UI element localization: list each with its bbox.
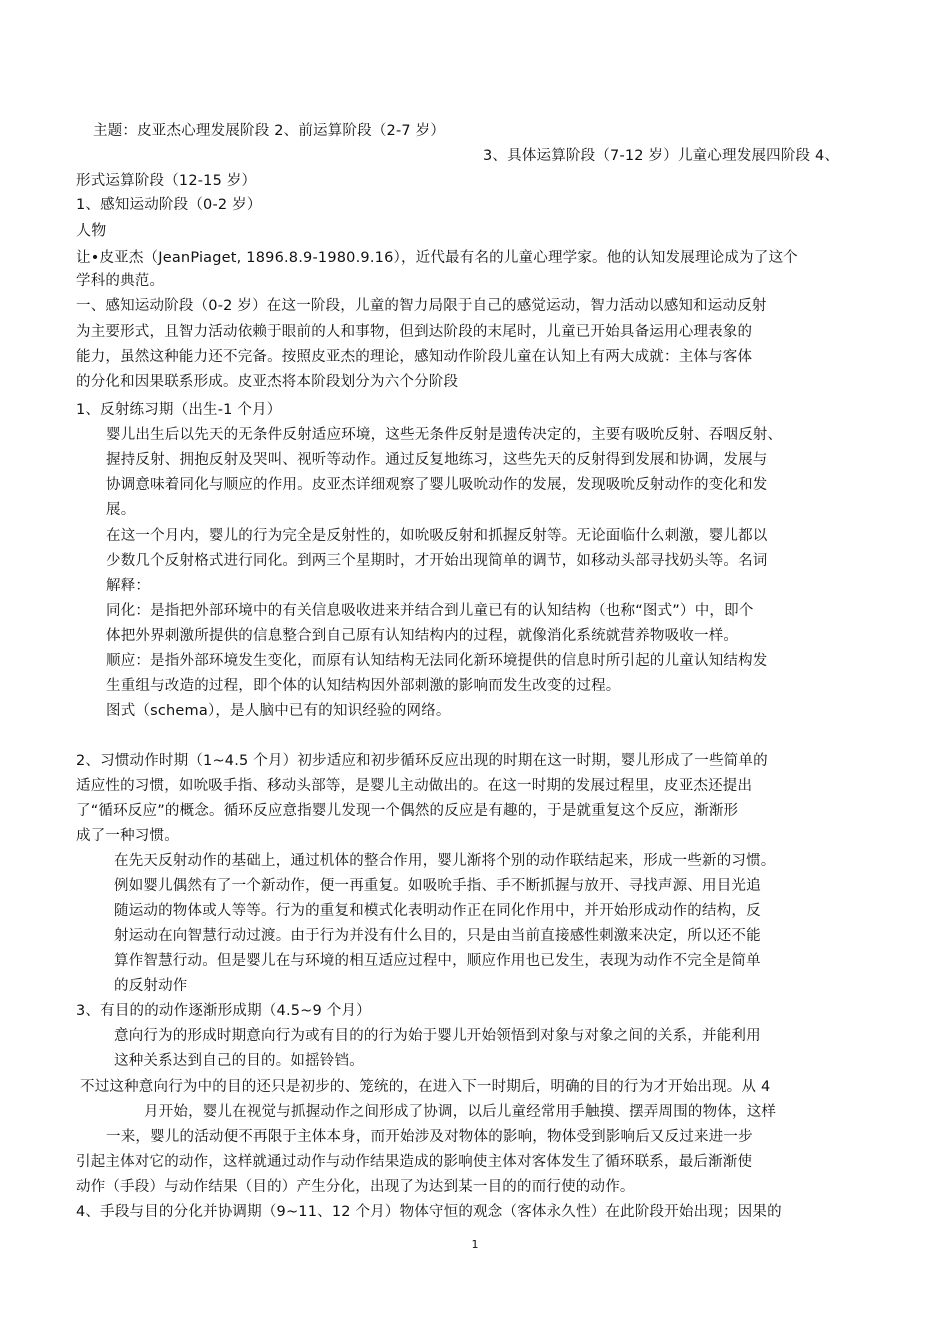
text-line: 能力，虽然这种能力还不完备。按照皮亚杰的理论，感知动作阶段儿童在认知上有两大成就：主体与客体 — [76, 349, 753, 365]
section-heading: 1、反射练习期（出生-1 个月） — [76, 402, 282, 418]
text-line: 一来，婴儿的活动便不再限于主体本身，而开始涉及对物体的影响，物体受到影响后又反过来进一步 — [106, 1129, 753, 1145]
text-line: 成了一种习惯。 — [76, 828, 179, 844]
text-line: 射运动在向智慧行动过渡。由于行为并没有什么目的，只是由当前直接感性刺激来决定，所以还不能 — [114, 928, 761, 944]
text-line: 在先天反射动作的基础上，通过机体的整合作用，婴儿渐将个别的动作联结起来，形成一些新的习惯。 — [114, 853, 776, 869]
topic-line: 主题：皮亚杰心理发展阶段 2、前运算阶段（2-7 岁） — [93, 123, 446, 139]
text-line: 3、具体运算阶段（7-12 岁）儿童心理发展四阶段 4、 — [483, 148, 840, 164]
section-heading: 人物 — [76, 221, 107, 239]
text-line: 展。 — [106, 502, 136, 518]
text-line: 学科的典范。 — [76, 273, 165, 289]
section-heading: 4、手段与目的分化并协调期（9~11、12 个月）物体守恒的观念（客体永久性）在此阶段开始出现；因果的 — [76, 1204, 782, 1220]
text-line: 例如婴儿偶然有了一个新动作，便一再重复。如吸吮手指、手不断抓握与放开、寻找声源、用目光追 — [114, 878, 761, 894]
text-line: 解释： — [106, 578, 151, 594]
text-line: 意向行为的形成时期意向行为或有目的的行为始于婴儿开始领悟到对象与对象之间的关系，并能利用 — [114, 1028, 761, 1044]
text-line: 适应性的习惯，如吮吸手指、移动头部等，是婴儿主动做出的。在这一时期的发展过程里，皮亚杰还提出 — [76, 778, 753, 794]
text-line: 握持反射、拥抱反射及哭叫、视听等动作。通过反复地练习，这些先天的反射得到发展和协调，发展与 — [106, 452, 768, 468]
text-line: 月开始，婴儿在视觉与抓握动作之间形成了协调，以后儿童经常用手触摸、摆弄周围的物体，这样 — [144, 1104, 777, 1120]
text-line: 协调意味着同化与顺应的作用。皮亚杰详细观察了婴儿吸吮动作的发展，发现吸吮反射动作的变化和发 — [106, 477, 768, 493]
text-line: 让•皮亚杰（JeanPiaget, 1896.8.9-1980.9.16），近代最有名的儿童心理学家。他的认知发展理论成为了这个 — [76, 250, 798, 266]
text-line: 在这一个月内，婴儿的行为完全是反射性的，如吮吸反射和抓握反射等。无论面临什么刺激，婴儿都以 — [106, 528, 768, 544]
text-line: 引起主体对它的动作，这样就通过动作与动作结果造成的影响使主体对客体发生了循环联系，最后渐渐使 — [76, 1154, 753, 1170]
section-heading: 2、习惯动作时期（1~4.5 个月）初步适应和初步循环反应出现的时期在这一时期，婴儿形成了一些简单的 — [76, 753, 768, 769]
text-line: 算作智慧行动。但是婴儿在与环境的相互适应过程中，顺应作用也已发生，表现为动作不完全是简单 — [114, 953, 761, 969]
text-line: 的分化和因果联系形成。皮亚杰将本阶段划分为六个分阶段 — [76, 374, 459, 390]
text-line: 同化：是指把外部环境中的有关信息吸收进来并结合到儿童已有的认知结构（也称“图式”）中，即个 — [106, 603, 754, 619]
text-line: 生重组与改造的过程，即个体的认知结构因外部刺激的影响而发生改变的过程。 — [106, 678, 621, 694]
section-heading: 3、有目的的动作逐渐形成期（4.5~9 个月） — [76, 1003, 371, 1019]
text-line: 不过这种意向行为中的目的还只是初步的、笼统的，在进入下一时期后，明确的目的行为才开始出现。从 4 — [80, 1079, 771, 1095]
text-line: 一、感知运动阶段（0-2 岁）在这一阶段，儿童的智力局限于自己的感觉运动，智力活动以感知和运动反射 — [76, 298, 767, 314]
text-line: 婴儿出生后以先天的无条件反射适应环境，这些无条件反射是遗传决定的，主要有吸吮反射、吞咽反射、 — [106, 427, 783, 443]
page-number: 1 — [471, 1238, 479, 1251]
text-line: 随运动的物体或人等等。行为的重复和模式化表明动作正在同化作用中，并开始形成动作的结构，反 — [114, 903, 761, 919]
text-line: 动作（手段）与动作结果（目的）产生分化，出现了为达到某一目的的而行使的动作。 — [76, 1179, 635, 1195]
text-line: 少数几个反射格式进行同化。到两三个星期时，才开始出现简单的调节，如移动头部寻找奶头等。名词 — [106, 553, 768, 569]
text-line: 图式（schema），是人脑中已有的知识经验的网络。 — [106, 703, 451, 719]
text-line: 了“循环反应”的概念。循环反应意指婴儿发现一个偶然的反应是有趣的，于是就重复这个反应，渐渐形 — [76, 803, 739, 819]
text-line: 这种关系达到自己的目的。如摇铃铛。 — [114, 1053, 364, 1069]
section-heading: 1、感知运动阶段（0-2 岁） — [76, 197, 262, 213]
text-line: 为主要形式，且智力活动依赖于眼前的人和事物，但到达阶段的末尾时，儿童已开始具备运用心理表象的 — [76, 324, 753, 340]
text-line: 形式运算阶段（12-15 岁） — [76, 173, 257, 189]
text-line: 体把外界刺激所提供的信息整合到自己原有认知结构内的过程，就像消化系统就营养物吸收一样。 — [106, 628, 739, 644]
text-line: 的反射动作 — [114, 978, 188, 994]
text-line: 顺应：是指外部环境发生变化，而原有认知结构无法同化新环境提供的信息时所引起的儿童认知结构发 — [106, 653, 768, 669]
